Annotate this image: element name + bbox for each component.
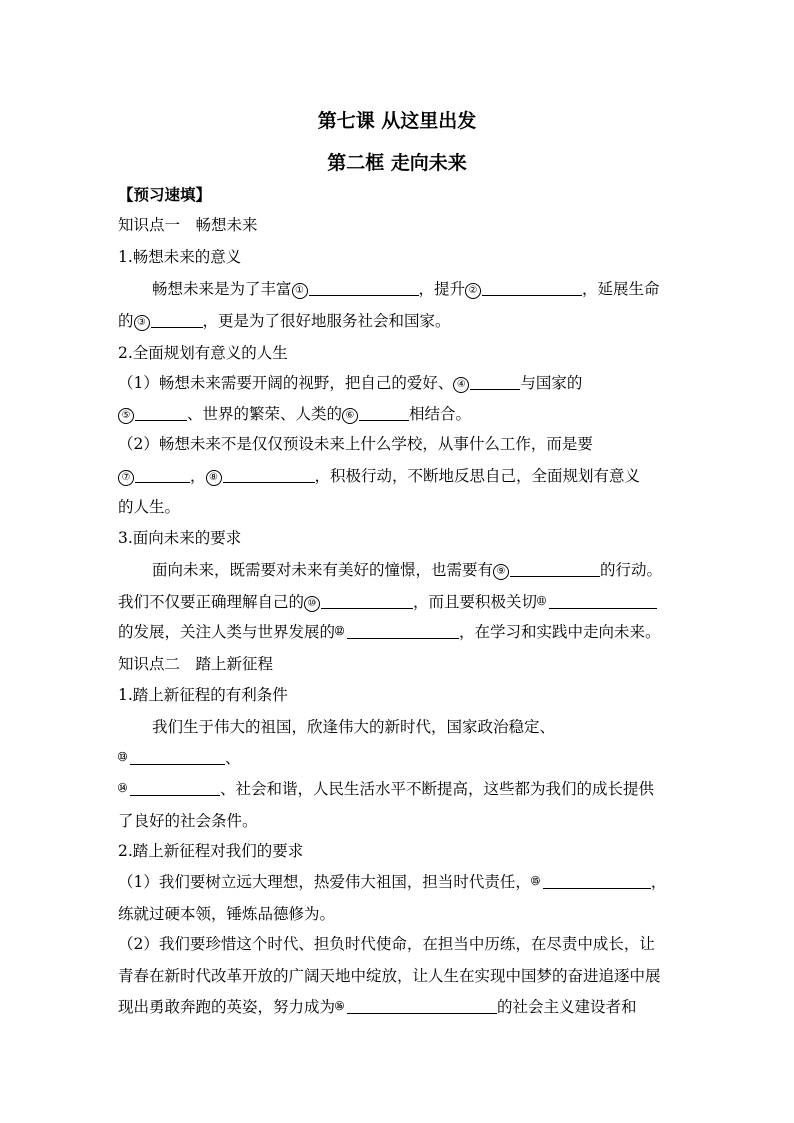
fill-blank-15[interactable] bbox=[543, 873, 651, 889]
blank-number-9: ⑨ bbox=[493, 564, 509, 580]
blank-number-8: ⑧ bbox=[206, 470, 222, 486]
paragraph-line: 面向未来，既需要对未来有美好的憧憬，也需要有 ⑨ 的行动。 bbox=[152, 561, 663, 579]
fill-blank-5[interactable] bbox=[135, 405, 187, 421]
fill-blank-11[interactable] bbox=[549, 593, 657, 609]
fill-blank-16[interactable] bbox=[347, 998, 497, 1014]
fill-blank-13[interactable] bbox=[130, 749, 225, 765]
paragraph-line: 我们不仅要正确理解自己的 ⑩ ，而且要积极关切⑪ bbox=[118, 592, 657, 612]
fill-blank-3[interactable] bbox=[151, 312, 203, 328]
fill-blank-9[interactable] bbox=[510, 561, 600, 577]
blank-number-13: ⑬ bbox=[118, 753, 128, 763]
blank-number-7: ⑦ bbox=[118, 470, 134, 486]
subheading-2-1: 1.踏上新征程的有利条件 bbox=[118, 686, 288, 704]
paragraph-line: 的发展，关注人类与世界发展的⑫ ，在学习和实践中走向未来。 bbox=[118, 623, 661, 641]
blank-number-5: ⑤ bbox=[118, 408, 134, 424]
fill-blank-2[interactable] bbox=[482, 280, 582, 296]
subheading-2-2: 2.踏上新征程对我们的要求 bbox=[118, 842, 304, 860]
blank-number-1: ① bbox=[292, 283, 308, 299]
paragraph-line: 的人生。 bbox=[118, 498, 181, 516]
paragraph-line: 青春在新时代改革开放的广阔天地中绽放，让人生在实现中国梦的奋进追逐中展 bbox=[118, 967, 661, 985]
paragraph-line: 我们生于伟大的祖国，欣逢伟大的新时代，国家政治稳定、 bbox=[152, 718, 556, 736]
knowledge-point-2-title: 知识点二 踏上新征程 bbox=[118, 655, 274, 673]
blank-number-4: ④ bbox=[453, 377, 469, 393]
subheading-1-3: 3.面向未来的要求 bbox=[118, 529, 242, 547]
blank-number-3: ③ bbox=[134, 315, 150, 331]
fill-blank-1[interactable] bbox=[309, 280, 419, 296]
blank-number-12: ⑫ bbox=[335, 627, 345, 637]
paragraph-line: （1）畅想未来需要开阔的视野，把自己的爱好、 ④ 与国家的 bbox=[118, 374, 583, 392]
paragraph-line: 了良好的社会条件。 bbox=[118, 812, 258, 830]
lesson-subtitle: 第二框 走向未来 bbox=[327, 152, 467, 174]
paragraph-line: 现出勇敢奔跑的英姿，努力成为⑯ 的社会主义建设者和 bbox=[118, 998, 637, 1016]
fill-blank-6[interactable] bbox=[359, 405, 409, 421]
fill-blank-10[interactable] bbox=[321, 593, 413, 609]
paragraph-line: 畅想未来是为了丰富 ① ，提升 ② ，延展生命 bbox=[152, 280, 660, 298]
knowledge-point-1-title: 知识点一 畅想未来 bbox=[118, 216, 258, 234]
paragraph-line: ⑬ 、 bbox=[118, 749, 241, 767]
blank-number-16: ⑯ bbox=[335, 1002, 345, 1012]
paragraph-line: ⑦ ， ⑧ ，积极行动，不断地反思自己，全面规划有意义 bbox=[118, 466, 640, 486]
fill-blank-8[interactable] bbox=[223, 467, 315, 483]
paragraph-line: 的 ③ ，更是为了很好地服务社会和国家。 bbox=[118, 312, 451, 330]
paragraph-line: （2）我们要珍惜这个时代、担负时代使命，在担当中历练，在尽责中成长，让 bbox=[118, 935, 655, 953]
fill-blank-4[interactable] bbox=[470, 374, 520, 390]
fill-blank-14[interactable] bbox=[130, 780, 220, 796]
paragraph-line: ⑭ 、社会和谐，人民生活水平不断提高，这些都为我们的成长提供 bbox=[118, 780, 655, 798]
blank-number-15: ⑮ bbox=[530, 877, 540, 887]
blank-number-14: ⑭ bbox=[118, 784, 128, 794]
blank-number-10: ⑩ bbox=[304, 596, 320, 612]
blank-number-6: ⑥ bbox=[342, 408, 358, 424]
lesson-title: 第七课 从这里出发 bbox=[317, 110, 477, 132]
subheading-1-2: 2.全面规划有意义的人生 bbox=[118, 344, 288, 362]
subheading-1-1: 1.畅想未来的意义 bbox=[118, 248, 242, 266]
paragraph-line: （2）畅想未来不是仅仅预设未来上什么学校，从事什么工作，而是要 bbox=[118, 435, 593, 453]
paragraph-line: （1）我们要树立远大理想，热爱伟大祖国，担当时代责任，⑮ ， bbox=[118, 873, 667, 891]
paragraph-line: ⑤ 、世界的繁荣、人类的 ⑥ 相结合。 bbox=[118, 404, 471, 424]
fill-blank-7[interactable] bbox=[135, 467, 190, 483]
blank-number-11: ⑪ bbox=[537, 597, 547, 607]
section-heading: 【预习速填】 bbox=[118, 185, 212, 204]
paragraph-line: 练就过硬本领，锤炼品德修为。 bbox=[118, 905, 336, 923]
blank-number-2: ② bbox=[465, 283, 481, 299]
fill-blank-12[interactable] bbox=[347, 623, 459, 639]
